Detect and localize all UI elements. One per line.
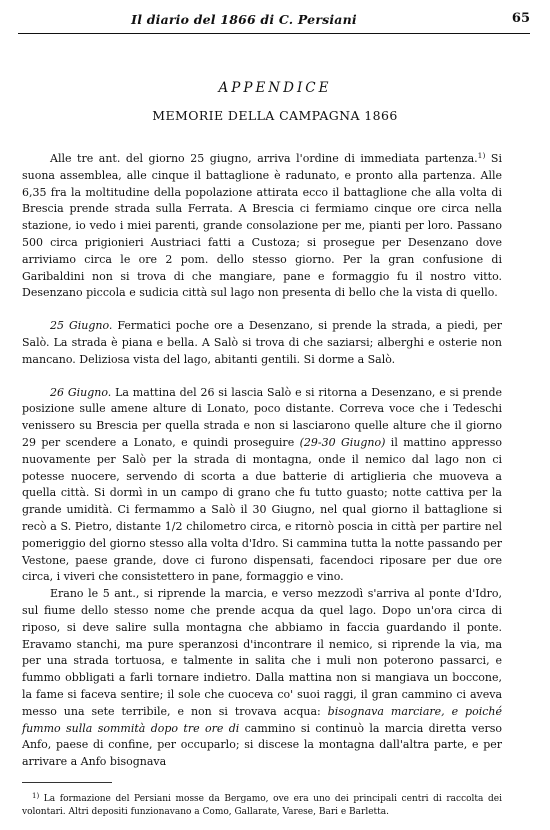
running-header: [18, 8, 530, 32]
body-text: [22, 148, 502, 771]
paragraph-4-italic: bisognava marciare, e poiché fummo sulla sommità dopo tre ore di: [22, 704, 502, 735]
footnote: [22, 790, 502, 818]
appendix-heading: APPENDICE: [218, 80, 332, 96]
page-number: 65: [511, 11, 530, 26]
paragraph-1-text-a: Alle tre ant. del giorno 25 giugno, arriva l'ordine di immediata partenza.: [50, 152, 478, 165]
header-rule: [18, 33, 530, 34]
paragraph-4-text-b: cammino si continuò la marcia diretta verso Anfo, paese di confine, per occuparlo; si discese la montagna dall'altra parte, e per arrivare a Anfo bisognava: [22, 721, 502, 769]
footnote-paragraph: [22, 790, 502, 818]
paragraph-4-text-a: Erano le 5 ant., si riprende la marcia, e verso mezzodì s'arriva al ponte d'Idro, sul fiume dello stesso nome che prende acqua da quel lago. Dopo un'ora circa di riposo, si deve salire sulla montagna che abbiamo in faccia guardando il ponte. Eravamo stanchi, ma pure speranzosi d'incontrare il nemico, si riprende la via, ma per una strada tortuosa, e talmente in salita che i muli non poterono passarci, e fummo obbligati a farli tornare indietro. Dalla mattina non si mangiava un boccone, la fame si faceva sentire; il sole che cuoceva co' suoi raggi, il gran cammino ci aveva messo una sete terribile, e non si trovava acqua:: [22, 587, 502, 718]
paragraph-4: [22, 586, 502, 771]
memoir-heading: MEMORIE DELLA CAMPAGNA 1866: [152, 108, 398, 123]
paragraph-3: [22, 385, 502, 587]
paragraph-1-text-b: Si suona assemblea, alle cinque il battaglione è radunato, e pronto alla partenza. Alle 6,35 fra la moltitudine della popolazione attirata ecco il battaglione che alla volta di Brescia prende strada sulla Ferrata. A Brescia ci fermiamo cinque ore circa nella stazione, io vedo i miei parenti, grande consolazione per me, pianti per loro. Passano 500 circa prigionieri Austriaci fatti a Custoza; si prosegue per Desenzano dove arriviamo circa le ore 2 pom. dello stesso giorno. Per la gran confusione di Garibaldini non si trova di che mangiare, pane e formaggio fu il nostro vitto. Desenzano piccola e sudicia città sul lago non presenta di bello che la vista di quello.: [22, 152, 502, 300]
paragraph-3-date: 26 Giugno.: [50, 385, 112, 399]
paragraph-2-text: Fermatici poche ore a Desenzano, si prende la strada, a piedi, per Salò. La strada è piana e bella. A Salò si trova di che saziarsi; alberghi e osterie non mancano. Deliziosa vista del lago, abitanti gentili. Si dorme a Salò.: [22, 319, 503, 366]
footnote-reference: 1): [477, 151, 486, 160]
paragraph-3-italic: (29-30 Giugno): [299, 435, 386, 449]
footnote-text: La formazione del Persiani mosse da Bergamo, ove era uno dei principali centri di raccolta dei volontari. Altri depositi funzionavano a Como, Gallarate, Varese, Bari e Barletta.: [22, 794, 502, 817]
paragraph-3-text-b: il mattino appresso nuovamente per Salò per la strada di montagna, onde il nemico dal lago non ci potesse nuocere, servendo di scorta a due batterie di artiglieria che muoveva a quella città. Si dormì in un campo di grano che fu tutto guasto; notte cattiva per la grande umidità. Ci fermammo a Salò il 30 Giugno, nel qual giorno il battaglione si recò a S. Pietro, distante 1/2 chilometro circa, e ritornò poscia in città per partire nel pomeriggio del giorno stesso alla volta d'Idro. Si cammina tutta la notte passando per Vestone, paese grande, dove ci furono dispensati, facendoci riposare per due ore circa, i viveri che consistettero in pane, formaggio e vino.: [22, 435, 503, 584]
paragraph-2-date: 25 Giugno.: [50, 319, 113, 333]
paragraph-2: [22, 318, 502, 368]
paragraph-3-text-a: La mattina del 26 si lascia Salò e si ritorna a Desenzano, e si prende posizione sulle amene alture di Lonato, poco distante. Correva voce che i Tedeschi venissero su Brescia per quella strada e non si lasciarono quelle alture che il giorno 29 per scendere a Lonato, e quindi proseguire: [22, 385, 503, 449]
running-title: Il diario del 1866 di C. Persiani: [131, 12, 357, 27]
paragraph-1: [22, 148, 502, 302]
footnote-rule: [22, 782, 112, 783]
footnote-mark: 1): [32, 792, 40, 800]
